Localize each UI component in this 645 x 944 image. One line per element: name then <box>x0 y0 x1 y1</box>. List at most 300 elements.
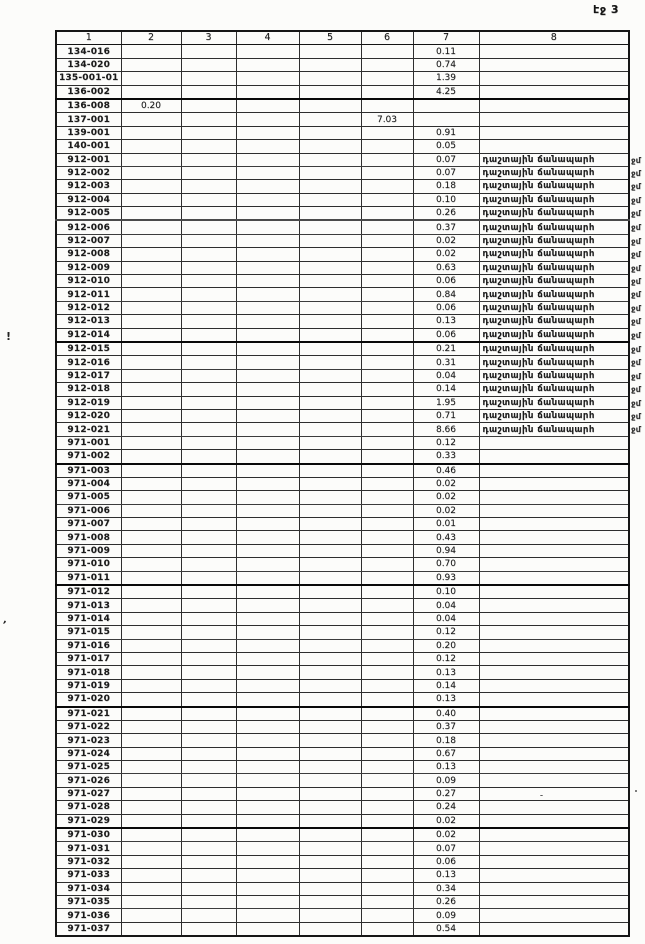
cell-value <box>299 747 361 760</box>
table-row <box>56 301 629 314</box>
note-text: դաշտային ճանապարհ <box>482 397 595 408</box>
cell-value <box>299 301 361 314</box>
cell-value <box>361 842 413 855</box>
cell-code: 971-028 <box>56 801 121 814</box>
cell-value: 0.24 <box>413 801 479 814</box>
cell-value <box>299 922 361 936</box>
cell-value <box>236 45 299 58</box>
column-header: 4 <box>236 31 299 45</box>
cell-value <box>181 193 236 206</box>
cell-value: 0.04 <box>413 599 479 612</box>
cell-note <box>479 477 629 490</box>
cell-code: 971-024 <box>56 747 121 760</box>
cell-value <box>361 679 413 692</box>
cell-value <box>236 464 299 478</box>
cell-value <box>121 693 181 707</box>
cell-value <box>121 423 181 436</box>
note-overflow-mark: ջմ <box>631 263 641 273</box>
cell-value <box>299 828 361 842</box>
cell-code: 912-015 <box>56 342 121 356</box>
cell-value: 0.40 <box>413 707 479 721</box>
table-row <box>56 193 629 206</box>
cell-value <box>236 140 299 153</box>
cell-value <box>299 248 361 261</box>
cell-value: 0.07 <box>413 153 479 166</box>
cell-value <box>299 909 361 922</box>
table-row <box>56 166 629 179</box>
table-row <box>56 328 629 342</box>
cell-value <box>121 720 181 733</box>
cell-value: 8.66 <box>413 423 479 436</box>
table-body <box>56 45 641 936</box>
cell-value <box>121 571 181 585</box>
cell-code: 971-026 <box>56 774 121 787</box>
cell-value <box>361 126 413 139</box>
cell-value <box>361 409 413 422</box>
cell-value <box>236 328 299 342</box>
cell-value <box>121 869 181 882</box>
cell-value <box>361 234 413 247</box>
cell-code: 912-017 <box>56 369 121 382</box>
cell-value <box>181 207 236 221</box>
cell-value <box>361 180 413 193</box>
cell-code: 971-014 <box>56 612 121 625</box>
column-header: 5 <box>299 31 361 45</box>
cell-value <box>299 166 361 179</box>
cell-value: 0.10 <box>413 193 479 206</box>
cell-value <box>121 207 181 221</box>
cell-value: 0.07 <box>413 842 479 855</box>
cell-value <box>413 99 479 113</box>
cell-note <box>479 626 629 639</box>
cell-code: 971-022 <box>56 720 121 733</box>
table-row <box>56 85 629 99</box>
cell-value <box>181 571 236 585</box>
cell-note <box>479 99 629 113</box>
note-overflow-mark: ջմ <box>631 385 641 395</box>
cell-value <box>236 166 299 179</box>
cell-value <box>361 504 413 517</box>
cell-value <box>236 922 299 936</box>
cell-value <box>236 356 299 369</box>
cell-value <box>121 356 181 369</box>
table-row <box>56 99 629 113</box>
table-row <box>56 288 629 301</box>
table-row <box>56 342 629 356</box>
cell-value <box>121 896 181 909</box>
cell-value <box>236 85 299 99</box>
cell-value <box>361 423 413 436</box>
cell-value <box>361 166 413 179</box>
cell-value <box>236 113 299 126</box>
note-text: դաշտային ճանապարհ <box>482 194 595 205</box>
cell-code: 971-004 <box>56 477 121 490</box>
cell-value <box>236 787 299 800</box>
cell-value: 0.54 <box>413 922 479 936</box>
cell-value: 0.10 <box>413 585 479 599</box>
cell-code: 136-008 <box>56 99 121 113</box>
cell-value: 1.39 <box>413 72 479 85</box>
cell-value <box>299 261 361 274</box>
note-text: դաշտային ճանապարհ <box>482 262 595 273</box>
cell-value <box>236 774 299 787</box>
table-row <box>56 679 629 692</box>
margin-mark-exclamation: ! <box>6 330 12 343</box>
cell-value <box>236 707 299 721</box>
note-text: դաշտային ճանապարհ <box>482 344 595 355</box>
cell-value <box>121 328 181 342</box>
cell-value <box>236 720 299 733</box>
table-row <box>56 113 629 126</box>
cell-code: 912-001 <box>56 153 121 166</box>
cell-value <box>236 666 299 679</box>
cell-value <box>299 45 361 58</box>
cell-value <box>121 220 181 234</box>
cell-note <box>479 666 629 679</box>
cell-value <box>121 85 181 99</box>
cell-value <box>236 396 299 409</box>
column-header: 2 <box>121 31 181 45</box>
cell-value <box>361 464 413 478</box>
cell-value <box>121 58 181 71</box>
cell-code: 971-008 <box>56 531 121 544</box>
cell-value <box>236 869 299 882</box>
cell-value <box>361 652 413 665</box>
cell-code: 912-002 <box>56 166 121 179</box>
cell-code: 971-011 <box>56 571 121 585</box>
cell-value <box>181 761 236 774</box>
cell-value <box>236 518 299 531</box>
table-row <box>56 356 629 369</box>
cell-note <box>479 166 641 179</box>
table-row <box>56 315 629 328</box>
cell-value <box>236 639 299 652</box>
cell-value <box>121 882 181 895</box>
cell-value <box>181 814 236 828</box>
cell-value: 0.12 <box>413 652 479 665</box>
cell-note <box>479 869 629 882</box>
cell-value: 0.93 <box>413 571 479 585</box>
cell-value <box>121 450 181 464</box>
cell-value <box>181 801 236 814</box>
note-text: դաշտային ճանապարհ <box>482 316 595 327</box>
cell-value <box>121 855 181 868</box>
table-row <box>56 477 629 490</box>
cell-value <box>236 585 299 599</box>
cell-code: 971-033 <box>56 869 121 882</box>
cell-value <box>236 909 299 922</box>
cell-value <box>181 599 236 612</box>
cell-value: 0.33 <box>413 450 479 464</box>
cell-value <box>121 396 181 409</box>
note-overflow-mark: ջմ <box>631 277 641 287</box>
cell-code: 971-037 <box>56 922 121 936</box>
cell-note <box>479 720 629 733</box>
cell-code: 971-021 <box>56 707 121 721</box>
cell-value <box>299 666 361 679</box>
cell-code: 912-018 <box>56 383 121 396</box>
cell-value: 0.18 <box>413 734 479 747</box>
cell-note <box>479 85 629 99</box>
note-overflow-mark: ջմ <box>631 425 641 435</box>
cell-value <box>121 72 181 85</box>
cell-code: 912-012 <box>56 301 121 314</box>
cell-value <box>361 220 413 234</box>
cell-value <box>181 275 236 288</box>
cell-note <box>479 639 629 652</box>
table-row <box>56 126 629 139</box>
cell-value <box>236 612 299 625</box>
cell-value <box>181 787 236 800</box>
cell-value <box>361 558 413 571</box>
note-overflow-mark: ջմ <box>631 155 641 165</box>
table-row <box>56 747 629 760</box>
cell-value <box>361 356 413 369</box>
cell-note <box>479 220 641 234</box>
cell-value <box>299 369 361 382</box>
cell-note <box>479 383 641 396</box>
cell-code: 971-009 <box>56 544 121 557</box>
cell-value <box>299 518 361 531</box>
note-text: դաշտային ճանապարհ <box>482 424 595 435</box>
cell-value <box>181 707 236 721</box>
cell-value <box>236 626 299 639</box>
cell-code: 912-011 <box>56 288 121 301</box>
cell-note <box>479 531 629 544</box>
cell-value <box>121 301 181 314</box>
cell-value <box>299 220 361 234</box>
cell-value <box>121 747 181 760</box>
cell-value <box>236 315 299 328</box>
cell-value <box>181 409 236 422</box>
cell-note <box>479 328 641 342</box>
note-text: դաշտային ճանապարհ <box>482 384 595 395</box>
cell-value <box>299 774 361 787</box>
cell-value: 0.37 <box>413 220 479 234</box>
cell-note <box>479 315 641 328</box>
cell-value <box>299 693 361 707</box>
cell-value <box>236 153 299 166</box>
cell-note <box>479 787 629 800</box>
cell-value <box>361 58 413 71</box>
cell-value <box>236 288 299 301</box>
note-overflow-mark: ջմ <box>631 236 641 246</box>
note-text: դաշտային ճանապարհ <box>482 303 595 313</box>
cell-value <box>181 869 236 882</box>
table-row <box>56 558 629 571</box>
cell-value: 0.02 <box>413 814 479 828</box>
cell-value <box>361 801 413 814</box>
cell-value: 0.27 <box>413 787 479 800</box>
cell-value <box>181 166 236 179</box>
cell-value <box>181 396 236 409</box>
cell-value <box>181 693 236 707</box>
cell-value <box>121 477 181 490</box>
cell-code: 912-007 <box>56 234 121 247</box>
cell-value: 0.02 <box>413 477 479 490</box>
cell-value <box>361 896 413 909</box>
table-row <box>56 58 629 71</box>
table-row <box>56 599 629 612</box>
cell-value <box>361 612 413 625</box>
cell-note <box>479 140 629 153</box>
cell-value <box>361 774 413 787</box>
cell-value <box>299 855 361 868</box>
cell-value <box>236 383 299 396</box>
cell-value <box>121 774 181 787</box>
cell-code: 912-009 <box>56 261 121 274</box>
margin-mark-tick: ’ <box>0 619 8 632</box>
cell-value <box>299 626 361 639</box>
cell-code: 912-019 <box>56 396 121 409</box>
table-row <box>56 464 629 478</box>
cell-value <box>236 571 299 585</box>
cell-note <box>479 58 629 71</box>
cell-value: 0.09 <box>413 909 479 922</box>
table-row <box>56 504 629 517</box>
cell-value: 0.31 <box>413 356 479 369</box>
column-header: 3 <box>181 31 236 45</box>
cell-note <box>479 72 629 85</box>
cell-value <box>121 518 181 531</box>
cell-note <box>479 571 629 585</box>
table-row <box>56 734 629 747</box>
cell-value <box>361 571 413 585</box>
cell-value: 0.13 <box>413 693 479 707</box>
cell-value <box>181 626 236 639</box>
table-row <box>56 666 629 679</box>
cell-value: 0.14 <box>413 383 479 396</box>
cell-note <box>479 356 641 369</box>
cell-value <box>181 491 236 504</box>
note-text: դաշտային ճանապարհ <box>482 168 595 179</box>
cell-code: 137-001 <box>56 113 121 126</box>
cell-value <box>299 180 361 193</box>
table-row <box>56 220 629 234</box>
cell-value <box>361 909 413 922</box>
cell-code: 971-029 <box>56 814 121 828</box>
cell-value <box>361 369 413 382</box>
cell-value <box>299 342 361 356</box>
cell-value: 0.04 <box>413 612 479 625</box>
table-row <box>56 774 629 787</box>
cell-note <box>479 491 629 504</box>
cell-value <box>299 396 361 409</box>
cell-value <box>299 787 361 800</box>
cell-value <box>181 153 236 166</box>
cell-value <box>236 896 299 909</box>
cell-value <box>299 477 361 490</box>
cell-value <box>299 85 361 99</box>
cell-code: 971-010 <box>56 558 121 571</box>
cell-value: 0.21 <box>413 342 479 356</box>
cell-code: 134-020 <box>56 58 121 71</box>
cell-value <box>236 855 299 868</box>
cell-note <box>479 248 641 261</box>
cell-value <box>121 626 181 639</box>
cell-code: 971-030 <box>56 828 121 842</box>
cell-value <box>361 761 413 774</box>
cell-value <box>299 639 361 652</box>
cell-value: 0.43 <box>413 531 479 544</box>
cell-note <box>479 842 629 855</box>
cell-code: 971-007 <box>56 518 121 531</box>
cell-value: 0.01 <box>413 518 479 531</box>
cell-value <box>299 450 361 464</box>
cell-value <box>236 450 299 464</box>
cell-value <box>121 666 181 679</box>
cell-value: 0.91 <box>413 126 479 139</box>
cell-value <box>181 585 236 599</box>
cell-value <box>181 423 236 436</box>
note-overflow-mark: ջմ <box>631 330 641 340</box>
cell-value <box>361 275 413 288</box>
cell-note <box>479 275 641 288</box>
cell-code: 912-021 <box>56 423 121 436</box>
cell-value <box>236 801 299 814</box>
cell-value <box>121 288 181 301</box>
cell-value <box>181 45 236 58</box>
cell-value <box>361 882 413 895</box>
cell-value <box>181 261 236 274</box>
table-row <box>56 787 629 800</box>
cell-note <box>479 342 641 356</box>
cell-note <box>479 896 629 909</box>
cell-code: 971-012 <box>56 585 121 599</box>
cell-value <box>236 652 299 665</box>
cell-value <box>236 558 299 571</box>
cell-value <box>361 328 413 342</box>
cell-note <box>479 261 641 274</box>
cell-value <box>361 140 413 153</box>
cell-value <box>181 369 236 382</box>
cell-note <box>479 679 629 692</box>
table-row <box>56 652 629 665</box>
note-overflow-mark: ջմ <box>631 290 641 300</box>
cell-code: 912-020 <box>56 409 121 422</box>
page-number-label: էջ 3 <box>593 3 619 16</box>
cell-note <box>479 922 629 936</box>
cell-value <box>236 369 299 382</box>
cell-value <box>236 180 299 193</box>
cell-value <box>181 734 236 747</box>
table-row <box>56 153 629 166</box>
cell-value <box>236 679 299 692</box>
note-text: դաշտային ճանապարհ <box>482 357 595 368</box>
cell-value: 0.05 <box>413 140 479 153</box>
note-overflow-mark: ջմ <box>631 344 641 354</box>
cell-value <box>236 58 299 71</box>
cell-value <box>361 693 413 707</box>
cell-value <box>299 207 361 221</box>
cell-value: 0.18 <box>413 180 479 193</box>
table-row <box>56 396 629 409</box>
cell-value <box>299 491 361 504</box>
table-row <box>56 383 629 396</box>
cell-value <box>121 180 181 193</box>
note-text: դաշտային ճանապարհ <box>482 329 595 340</box>
cell-value <box>181 666 236 679</box>
cell-note <box>479 855 629 868</box>
cell-value <box>361 193 413 206</box>
table-row <box>56 180 629 193</box>
cell-value <box>236 301 299 314</box>
cell-note <box>479 180 641 193</box>
cell-value <box>236 234 299 247</box>
cell-value <box>361 787 413 800</box>
cell-code: 140-001 <box>56 140 121 153</box>
scan-speck <box>635 790 637 792</box>
